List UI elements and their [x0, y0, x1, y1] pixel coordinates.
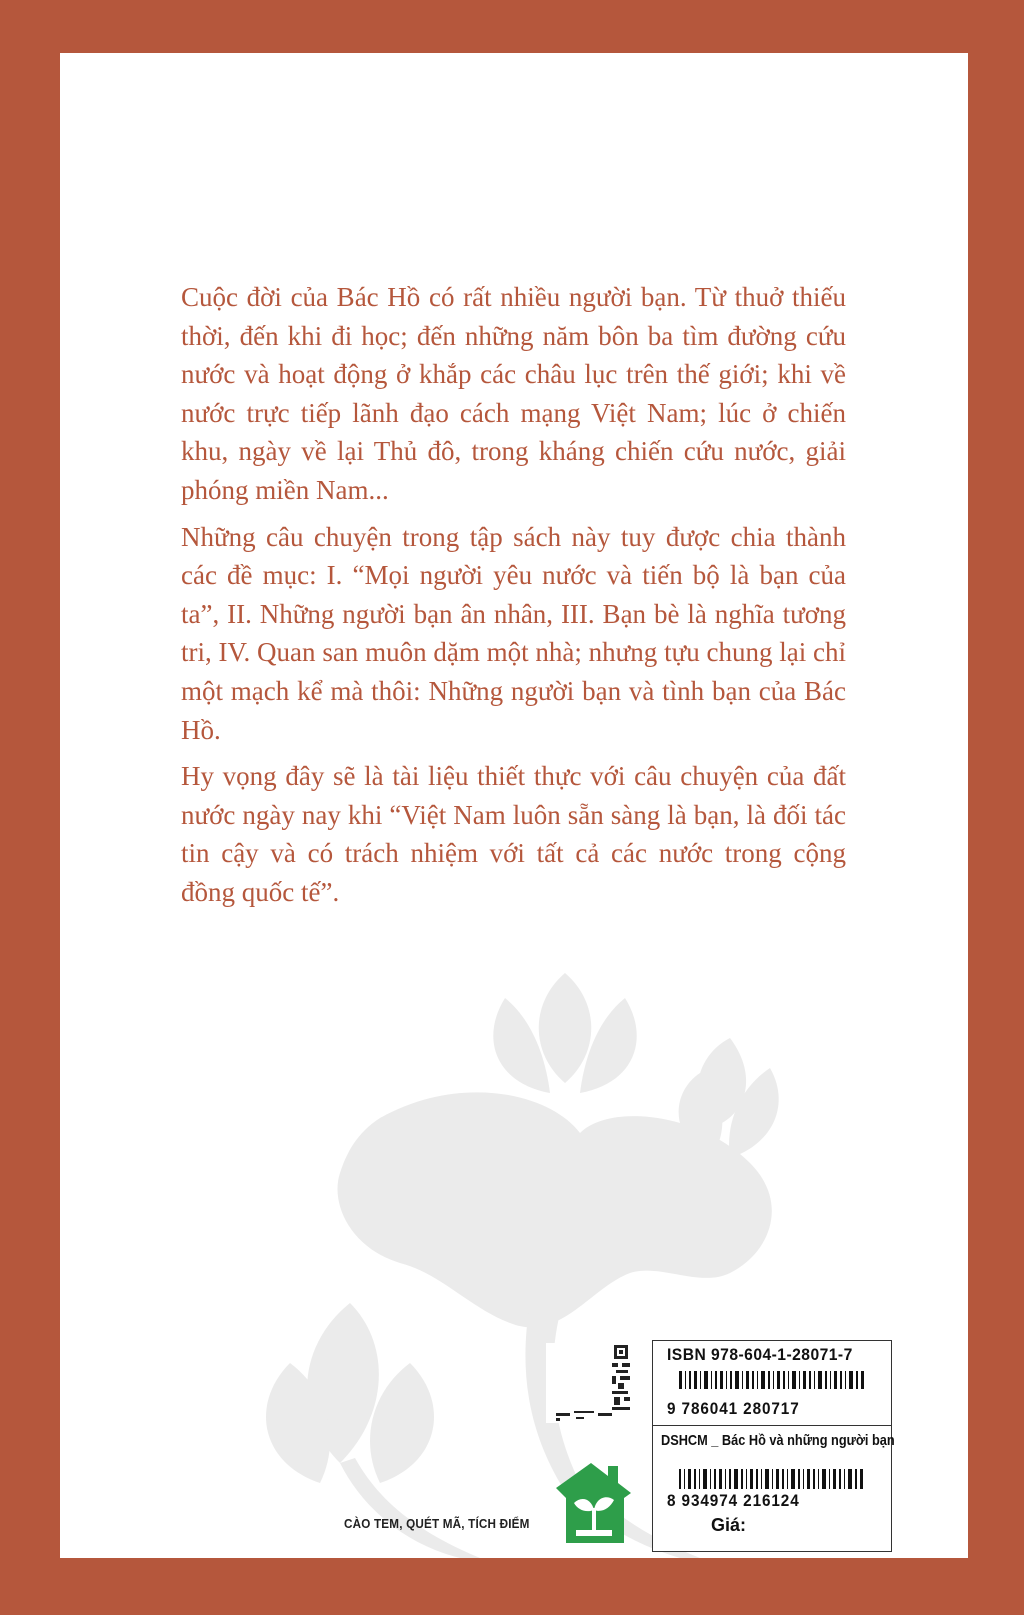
ean-barcode-icon — [679, 1469, 869, 1489]
publisher-logo-icon — [546, 1458, 641, 1553]
blurb-paragraph-1: Cuộc đời của Bác Hồ có rất nhiều người bạn. Từ thuở thiếu thời, đến khi đi học; đến những năm bôn ba tìm đường cứu nước và hoạt động ở khắp các châu lục trên thế giới; khi về nước trực tiếp lãnh đạo cách mạng Việt Nam; lúc ở chiến khu, ngày về lại Thủ đô, trong kháng chiến cứu nước, giải phóng miền Nam... — [181, 282, 846, 505]
blurb-paragraph-2: Những câu chuyện trong tập sách này tuy được chia thành các đề mục: I. “Mọi người yêu nước và tiến bộ là bạn của ta”, II. Những người bạn ân nhân, III. Bạn bè là nghĩa tương tri, IV. Quan san muôn dặm một nhà; nhưng tựu chung lại chỉ một mạch kể mà thôi: Những người bạn và tình bạn của Bác Hồ. — [181, 521, 846, 745]
isbn-section — [653, 1341, 891, 1426]
ean-digits: 8 934974 216124 — [667, 1491, 800, 1510]
isbn-barcode-icon — [679, 1371, 869, 1389]
isbn-label: ISBN 978-604-1-28071-7 — [667, 1345, 853, 1364]
title-code: DSHCM _ Bác Hồ và những người bạn — [661, 1432, 895, 1449]
promo-text: CÀO TEM, QUÉT MÃ, TÍCH ĐIỂM — [344, 1516, 530, 1531]
back-cover-blurb — [181, 278, 846, 920]
price-label: Giá: — [711, 1515, 747, 1535]
back-cover-page — [60, 53, 968, 1558]
isbn-digits: 9 786041 280717 — [667, 1399, 800, 1418]
blurb-paragraph-3: Hy vọng đây sẽ là tài liệu thiết thực với câu chuyện của đất nước ngày nay khi “Việt Nam luôn sẵn sàng là bạn, là đối tác tin cậy và có trách nhiệm với tất cả các nước trong cộng đồng quốc tế”. — [181, 761, 846, 907]
barcode-sticker — [652, 1340, 895, 1552]
qr-code-icon[interactable] — [546, 1343, 636, 1423]
